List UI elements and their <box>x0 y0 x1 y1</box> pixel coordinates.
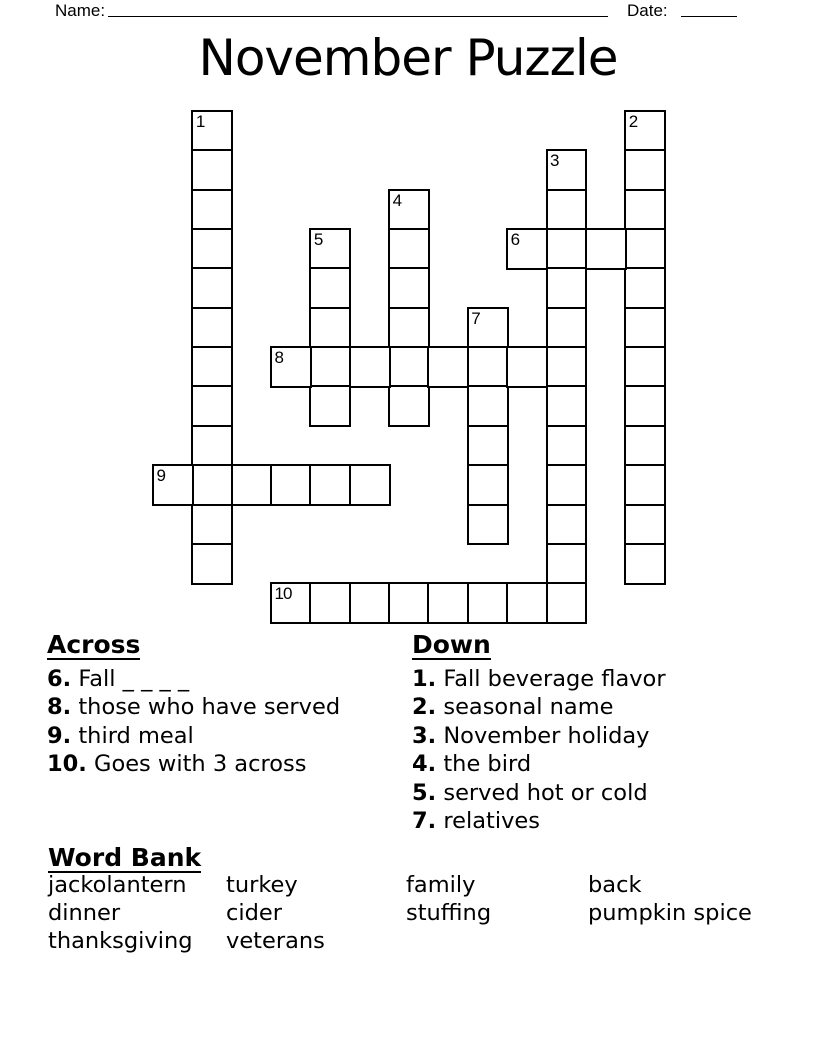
grid-cell[interactable] <box>546 582 588 624</box>
page-title: November Puzzle <box>198 29 618 87</box>
across-heading: Across <box>47 630 141 659</box>
grid-cell[interactable] <box>309 267 351 309</box>
grid-cell[interactable] <box>388 267 430 309</box>
clue-number: 10. <box>47 751 87 778</box>
grid-cell-number: 5 <box>313 230 323 250</box>
clue-item: 3. November holiday <box>412 722 650 749</box>
grid-cell[interactable] <box>546 385 588 427</box>
word-bank-word: jackolantern <box>48 872 187 898</box>
grid-cell[interactable] <box>191 385 233 427</box>
grid-cell[interactable] <box>388 189 430 231</box>
grid-cell[interactable] <box>309 307 351 349</box>
grid-cell[interactable] <box>624 425 666 467</box>
grid-cell[interactable] <box>388 346 430 388</box>
word-bank-word: stuffing <box>406 900 492 927</box>
name-label: Name: <box>55 1 106 20</box>
clue-number: 9. <box>47 722 72 749</box>
grid-cell[interactable] <box>467 425 509 467</box>
grid-cell-number: 7 <box>471 308 480 328</box>
clue-number: 3. <box>412 722 437 749</box>
grid-cell[interactable] <box>467 464 509 506</box>
grid-cell[interactable] <box>349 464 391 506</box>
grid-cell[interactable] <box>388 307 430 349</box>
grid-cell[interactable] <box>546 543 588 585</box>
clue-item: 2. seasonal name <box>412 694 614 721</box>
clue-item: 1. Fall beverage flavor <box>412 666 666 692</box>
grid-cell[interactable] <box>624 504 666 546</box>
grid-cell[interactable] <box>309 346 351 388</box>
clue-number: 2. <box>412 694 437 721</box>
clue-number: 6. <box>47 666 72 692</box>
grid-cell[interactable] <box>309 582 351 624</box>
grid-cell[interactable] <box>191 346 233 388</box>
clue-item: 7. relatives <box>412 808 540 835</box>
grid-cell[interactable] <box>427 346 469 388</box>
name-input-line[interactable] <box>108 16 608 18</box>
grid-cell[interactable] <box>624 149 666 191</box>
grid-cell-number: 8 <box>274 348 284 368</box>
grid-cell[interactable] <box>467 504 509 546</box>
grid-cell[interactable] <box>546 228 588 270</box>
grid-cell-number: 10 <box>274 584 292 604</box>
word-bank-word: cider <box>226 900 282 927</box>
word-bank-list <box>48 871 778 956</box>
grid-cell[interactable] <box>624 307 666 349</box>
grid-cell[interactable] <box>546 267 588 309</box>
word-bank-word: pumpkin spice <box>588 900 752 927</box>
grid-cell[interactable] <box>309 228 351 270</box>
grid-cell[interactable] <box>388 228 430 270</box>
grid-cell[interactable] <box>231 464 273 506</box>
grid-cell-number: 9 <box>156 466 165 486</box>
clue-item: 4. the bird <box>412 751 532 778</box>
grid-cell[interactable] <box>191 228 233 270</box>
grid-cell-number: 1 <box>195 112 205 131</box>
grid-cell[interactable] <box>546 189 588 231</box>
grid-cell[interactable] <box>388 385 430 427</box>
grid-cell[interactable] <box>191 189 233 231</box>
grid-cell[interactable] <box>191 425 233 467</box>
crossword-grid <box>152 110 667 625</box>
grid-cell[interactable] <box>152 464 194 506</box>
grid-cell[interactable] <box>467 582 509 624</box>
grid-cell[interactable] <box>546 149 588 191</box>
grid-cell[interactable] <box>624 228 666 270</box>
grid-cell[interactable] <box>191 504 233 546</box>
grid-cell[interactable] <box>427 582 469 624</box>
word-bank-word: veterans <box>226 928 325 955</box>
grid-cell-number: 3 <box>550 151 559 171</box>
grid-cell[interactable] <box>585 228 627 270</box>
date-input-line[interactable] <box>681 16 737 18</box>
grid-cell[interactable] <box>624 267 666 309</box>
grid-cell[interactable] <box>624 464 666 506</box>
grid-cell[interactable] <box>467 307 509 349</box>
grid-cell[interactable] <box>309 464 351 506</box>
grid-cell[interactable] <box>624 189 666 231</box>
grid-cell[interactable] <box>506 346 548 388</box>
grid-cell[interactable] <box>388 582 430 624</box>
word-bank-heading: Word Bank <box>48 843 202 872</box>
grid-cell[interactable] <box>506 582 548 624</box>
grid-cell[interactable] <box>624 346 666 388</box>
grid-cell[interactable] <box>270 464 312 506</box>
clue-number: 4. <box>412 751 437 778</box>
clue-item: 10. Goes with 3 across <box>47 751 307 778</box>
clue-number: 7. <box>412 808 437 835</box>
clue-number: 5. <box>412 779 437 806</box>
grid-cell[interactable] <box>191 149 233 191</box>
grid-cell[interactable] <box>270 346 312 388</box>
grid-cell[interactable] <box>624 110 666 152</box>
down-heading: Down <box>412 630 491 659</box>
grid-cell-number: 2 <box>628 112 638 131</box>
down-clues-section <box>412 632 792 835</box>
grid-cell[interactable] <box>546 504 588 546</box>
grid-cell[interactable] <box>191 307 233 349</box>
grid-cell[interactable] <box>191 267 233 309</box>
clue-item: 9. third meal <box>47 722 194 749</box>
date-label: Date: <box>627 1 668 20</box>
word-bank-word: turkey <box>226 872 298 898</box>
grid-cell-number: 6 <box>510 230 520 250</box>
grid-cell[interactable] <box>506 228 548 270</box>
across-clues-section <box>47 632 407 779</box>
grid-cell[interactable] <box>624 543 666 585</box>
grid-cell[interactable] <box>191 464 233 506</box>
word-bank-word: back <box>588 872 642 898</box>
grid-cell[interactable] <box>270 582 312 624</box>
down-clue-list <box>412 665 792 835</box>
grid-cell[interactable] <box>546 346 588 388</box>
grid-cell[interactable] <box>546 307 588 349</box>
grid-cell[interactable] <box>467 346 509 388</box>
clue-number: 1. <box>412 666 437 692</box>
across-clue-list <box>47 665 407 779</box>
grid-cell-number: 4 <box>392 190 402 210</box>
clue-item: 8. those who have served <box>47 694 341 721</box>
grid-cell[interactable] <box>467 385 509 427</box>
grid-cell[interactable] <box>191 110 233 152</box>
grid-cell[interactable] <box>624 385 666 427</box>
word-bank-word: family <box>406 872 476 898</box>
word-bank-word: dinner <box>48 900 121 927</box>
word-bank-word: thanksgiving <box>48 928 193 955</box>
grid-cell[interactable] <box>349 346 391 388</box>
clue-item: 6. Fall _ _ _ _ <box>47 666 190 692</box>
grid-cell[interactable] <box>546 464 588 506</box>
grid-cell[interactable] <box>349 582 391 624</box>
clue-number: 8. <box>47 694 72 721</box>
clue-item: 5. served hot or cold <box>412 779 648 806</box>
grid-cell[interactable] <box>546 425 588 467</box>
grid-cell[interactable] <box>191 543 233 585</box>
grid-cell[interactable] <box>309 385 351 427</box>
